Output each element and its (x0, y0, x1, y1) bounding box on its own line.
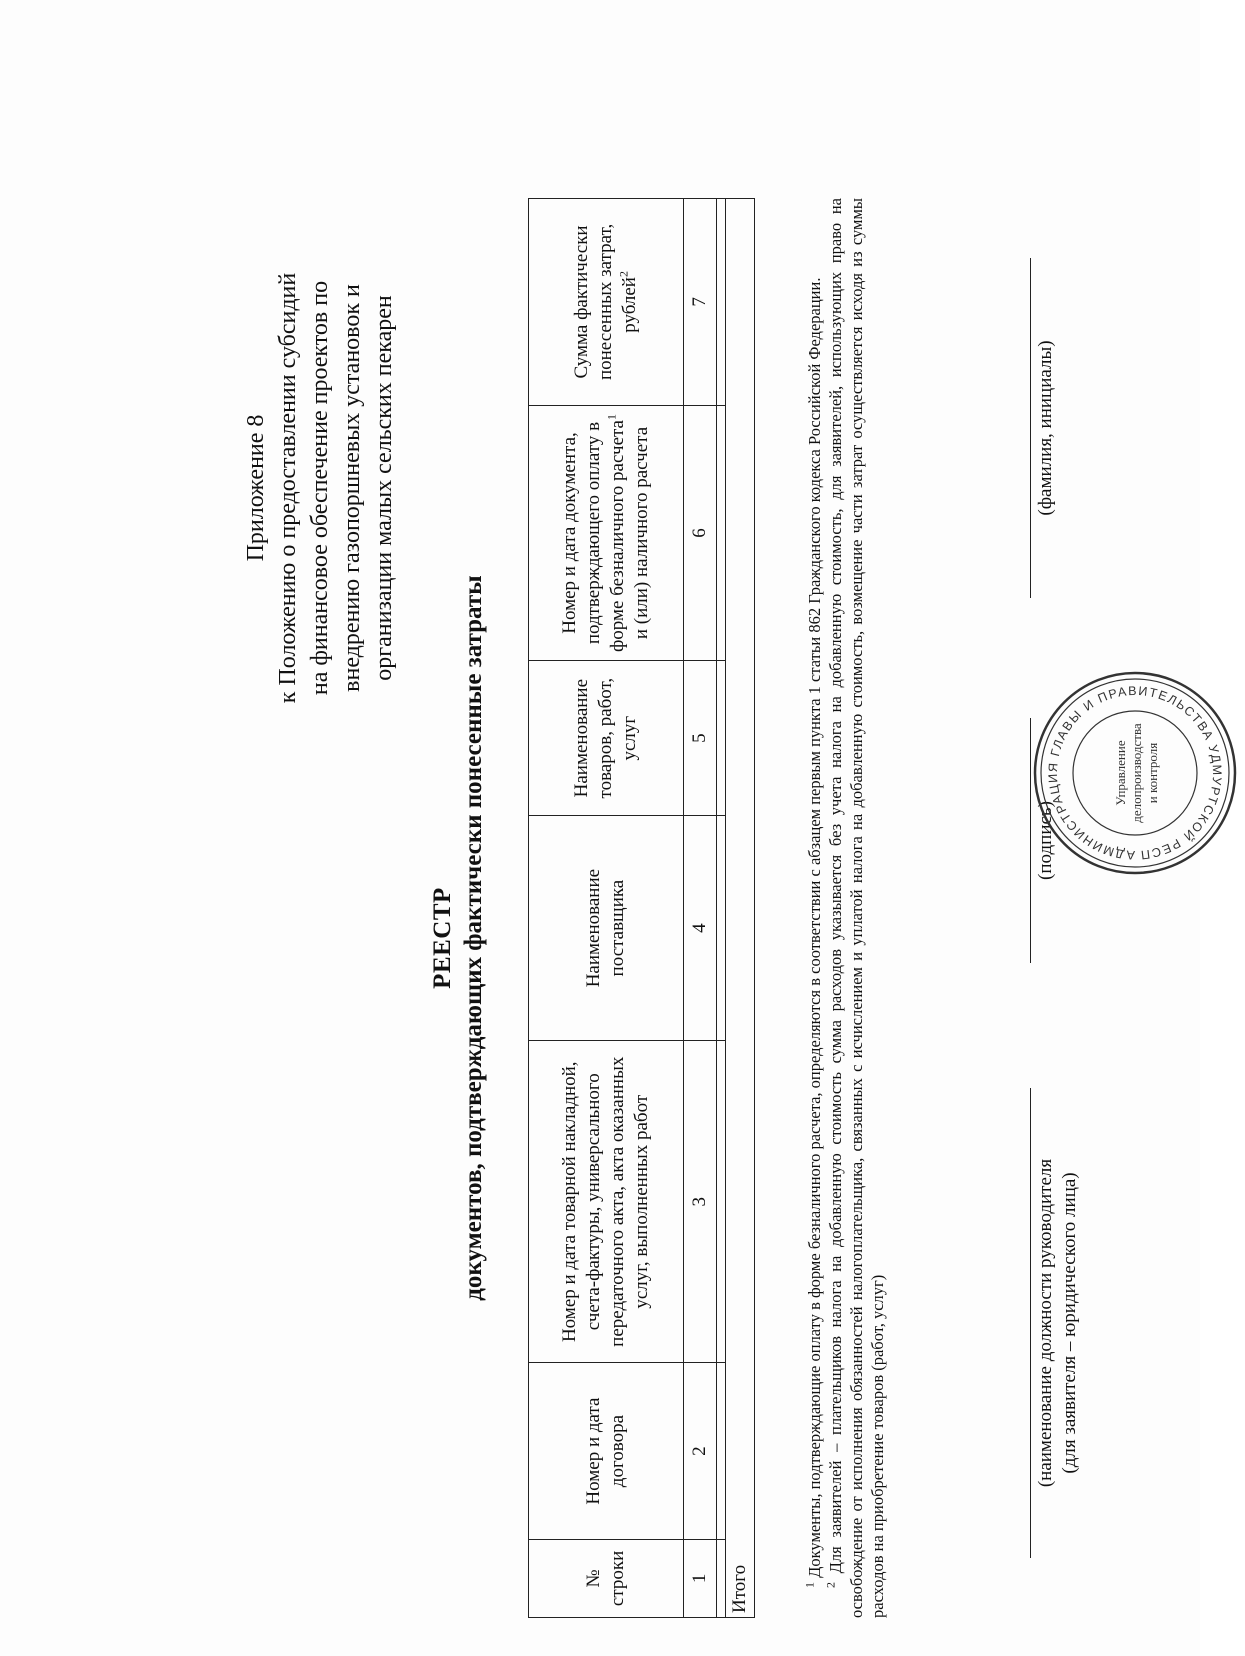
empty-cell (717, 1041, 726, 1363)
seal-inner-line-1: Управление (1113, 740, 1128, 806)
position-caption (1034, 1088, 1082, 1558)
header-amount (529, 199, 684, 406)
footnote-ref-1: 1 (604, 414, 619, 421)
name-signature-line (1030, 258, 1031, 598)
footnote-1-text: Документы, подтверждающие оплату в форме безналичного расчета, определяются в соответствии с абзацем первым пункта 1 статьи 862 Гражданского кодекса Российской Федерации. (805, 277, 824, 1578)
empty-cell (717, 1539, 726, 1617)
footnote-2-mark: 2 (823, 1582, 838, 1588)
header-supplier: Наименование поставщика (529, 816, 684, 1041)
seal-inner-line-2: делопроизводства (1129, 723, 1144, 823)
header-amount-text: Сумма фактически понесенных затрат, рублей (571, 223, 640, 381)
seal-outer-text: АДМИНИСТРАЦИЯ ГЛАВЫ И ПРАВИТЕЛЬСТВА УДМУРТСКОЙ РЕСП (1045, 683, 1225, 863)
header-contract: Номер и дата договора (529, 1363, 684, 1539)
empty-cell (717, 405, 726, 660)
header-payment-doc (529, 405, 684, 660)
table-header-row (529, 199, 684, 1618)
table-row (717, 199, 726, 1618)
total-label: Итого (726, 199, 755, 1618)
empty-cell (717, 661, 726, 816)
column-number: 1 (684, 1539, 717, 1617)
appendix-header (240, 188, 400, 788)
header-goods: Наименование товаров, работ, услуг (529, 661, 684, 816)
position-signature-line (1030, 1088, 1031, 1558)
appendix-line: на финансовое обеспечение проектов по (307, 280, 333, 696)
total-row (726, 199, 755, 1618)
column-number: 6 (684, 405, 717, 660)
position-caption-line-2: (для заявителя – юридического лица) (1059, 1172, 1080, 1474)
document-title (428, 288, 490, 1588)
signature-caption: (подпись) (1035, 801, 1056, 880)
document-sheet (30, 108, 1225, 1648)
appendix-line: внедрению газопоршневых установок и (339, 284, 365, 692)
column-number: 4 (684, 816, 717, 1041)
footnote-2 (825, 198, 888, 1618)
footnotes (804, 198, 888, 1618)
footnote-ref-2: 2 (616, 271, 631, 278)
empty-cell (717, 1363, 726, 1539)
footnote-1-mark: 1 (802, 1582, 817, 1588)
header-invoice: Номер и дата товарной накладной, счета-фактуры, универсального передаточного акта, акта оказанных услуг, выполненных работ (529, 1041, 684, 1363)
title-main: РЕЕСТР (429, 887, 456, 989)
appendix-line: Приложение 8 (243, 414, 269, 562)
footnote-1 (804, 198, 825, 1618)
position-caption-line-1: (наименование должности руководителя (1035, 1158, 1056, 1488)
empty-cell (717, 199, 726, 406)
appendix-line: к Положению о предоставлении субсидий (275, 272, 301, 704)
footnote-2-text: Для заявителей – плательщиков налога на добавленную стоимость сумма расходов указывается без учета налога на добавленную стоимость, для заявителей, использующих право на освобождение от исполнения обязанностей налогоплательщика, связанных с исчислением и уплатой налога на добавленную стоимость, возмещение части затрат осуществляется исходя из суммы расходов на приобретение товаров (работ, услуг) (826, 198, 887, 1618)
column-number: 5 (684, 661, 717, 816)
appendix-line: организации малых сельских пекарен (371, 295, 397, 681)
header-row-number: № строки (529, 1539, 684, 1617)
column-number-row (684, 199, 717, 1618)
seal-inner-line-3: и контроля (1145, 742, 1160, 804)
title-subtitle: документов, подтверждающих фактически понесенные затраты (460, 575, 487, 1301)
column-number: 7 (684, 199, 717, 406)
header-payment-doc-text: Номер и дата документа, подтверждающего оплату в форме безналичного расчета (559, 420, 628, 652)
official-seal (1030, 668, 1240, 878)
header-payment-doc-cash: и (или) наличного расчета (631, 426, 652, 640)
seal-graphic (1030, 668, 1240, 878)
registry-table (528, 198, 755, 1618)
name-caption: (фамилия, инициалы) (1035, 340, 1056, 516)
column-number: 2 (684, 1363, 717, 1539)
empty-cell (717, 816, 726, 1041)
column-number: 3 (684, 1041, 717, 1363)
